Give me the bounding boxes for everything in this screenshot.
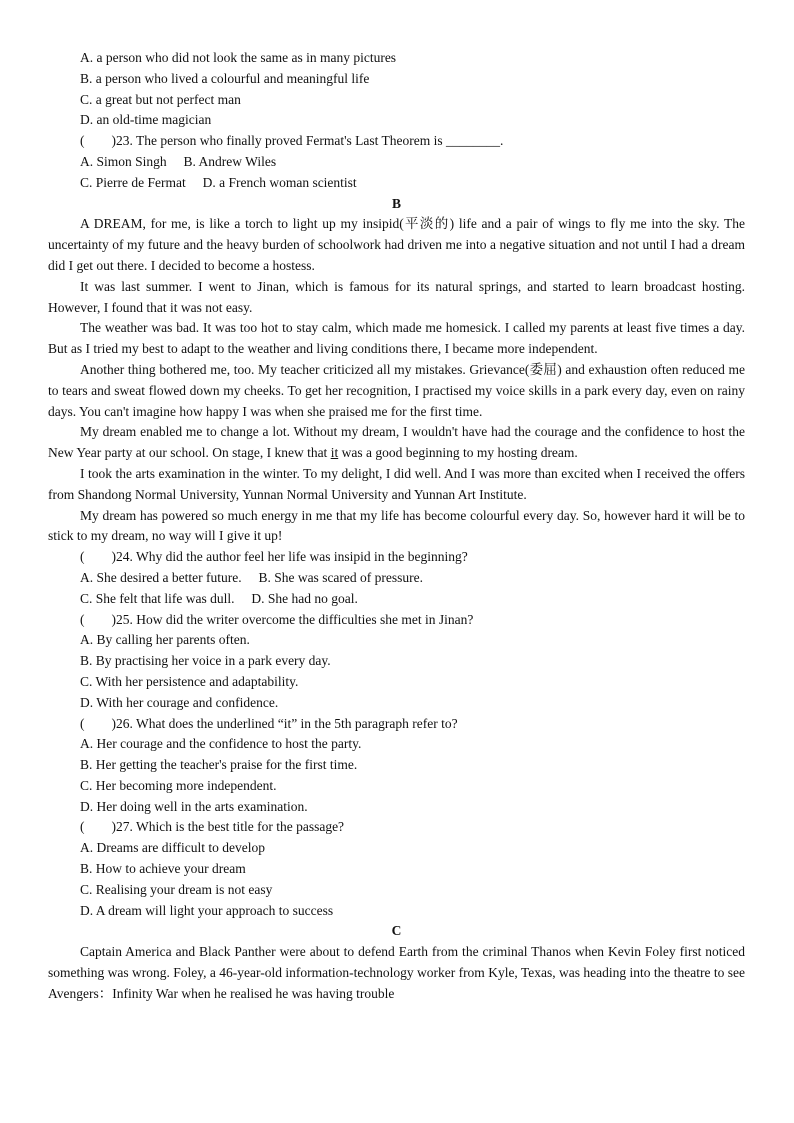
section-b-paragraph-7: My dream has powered so much energy in me that my life has become colourful every day. So, however hard it will be to stick to my dream, no way will I give it up! xyxy=(48,507,745,544)
q22-option-c: C. a great but not perfect man xyxy=(80,91,241,107)
underlined-it: it xyxy=(330,445,339,461)
q26-stem: ( )26. What does the underlined “it” in the 5th paragraph refer to? xyxy=(80,715,458,731)
q25-option-b: B. By practising her voice in a park every day. xyxy=(80,653,331,669)
worksheet-page xyxy=(48,48,745,1005)
q24-options-cd: C. She felt that life was dull. D. She had no goal. xyxy=(80,590,358,606)
q26-option-b: B. Her getting the teacher's praise for the first time. xyxy=(80,757,358,773)
section-b-paragraph-1: A DREAM, for me, is like a torch to light up my insipid(平淡的) life and a pair of wings to fly me into the sky. The uncertainty of my future and the heavy burden of schoolwork had driven me into a negative situation and not until I had a dream did I get out there. I decided to become a hostess. xyxy=(48,216,745,273)
q22-option-b: B. a person who lived a colourful and meaningful life xyxy=(80,70,370,86)
section-b-paragraph-6: I took the arts examination in the winter. To my delight, I did well. And I was more than excited when I received the offers from Shandong Normal University, Yunnan Normal University and Yunnan Art Institute. xyxy=(48,465,745,502)
q27-stem: ( )27. Which is the best title for the passage? xyxy=(80,819,345,835)
q26-option-d: D. Her doing well in the arts examination. xyxy=(80,798,308,814)
q23-options-ab: A. Simon Singh B. Andrew Wiles xyxy=(80,153,277,169)
q25-option-a: A. By calling her parents often. xyxy=(80,632,250,648)
q24-stem: ( )24. Why did the author feel her life was insipid in the beginning? xyxy=(80,549,468,565)
q25-option-d: D. With her courage and confidence. xyxy=(80,694,279,710)
q24-options-ab: A. She desired a better future. B. She was scared of pressure. xyxy=(80,569,424,585)
section-c-paragraph-1: Captain America and Black Panther were about to defend Earth from the criminal Thanos when Kevin Foley first noticed something was wrong. Foley, a 46-year-old information-technology worker from Kyle, Texas, was heading into the theatre to see Avengers：Infinity War when he realised he was having trouble xyxy=(48,944,745,1001)
paragraph-5-text-after: was a good beginning to my hosting dream. xyxy=(338,445,578,461)
q23-options-cd: C. Pierre de Fermat D. a French woman scientist xyxy=(80,174,357,190)
section-c-heading: C xyxy=(391,923,402,939)
paragraph-5-text-before: My dream enabled me to change a lot. Without my dream, I wouldn't have had the courage and the confidence to host the New Year party at our school. On stage, I knew that xyxy=(48,424,745,461)
q22-option-d: D. an old-time magician xyxy=(80,112,212,128)
q26-option-c: C. Her becoming more independent. xyxy=(80,777,277,793)
q25-stem: ( )25. How did the writer overcome the difficulties she met in Jinan? xyxy=(80,611,474,627)
section-b-paragraph-5 xyxy=(48,422,745,464)
q27-option-b: B. How to achieve your dream xyxy=(80,861,246,877)
q23-stem: ( )23. The person who finally proved Fermat's Last Theorem is ________. xyxy=(80,133,504,149)
q25-option-c: C. With her persistence and adaptability. xyxy=(80,673,299,689)
q22-option-a: A. a person who did not look the same as in many pictures xyxy=(80,50,397,65)
section-b-paragraph-4: Another thing bothered me, too. My teacher criticized all my mistakes. Grievance(委屈) and exhaustion often reduced me to tears and sweat flowed down my cheeks. To get her recognition, I practised my voice skills in a park every day, even on rainy days. You can't imagine how happy I was when she praised me for the first time. xyxy=(48,361,745,419)
q26-option-a: A. Her courage and the confidence to host the party. xyxy=(80,736,362,752)
section-b-heading: B xyxy=(391,195,401,211)
section-b-paragraph-3: The weather was bad. It was too hot to stay calm, which made me homesick. I called my parents at least five times a day. But as I tried my best to adapt to the weather and living conditions there, I became more independent. xyxy=(48,320,745,357)
section-b-paragraph-2: It was last summer. I went to Jinan, which is famous for its natural springs, and started to learn broadcast hosting. However, I found that it was not easy. xyxy=(48,278,745,315)
q27-option-a: A. Dreams are difficult to develop xyxy=(80,840,265,856)
q27-option-d: D. A dream will light your approach to success xyxy=(80,902,334,918)
q27-option-c: C. Realising your dream is not easy xyxy=(80,881,273,897)
